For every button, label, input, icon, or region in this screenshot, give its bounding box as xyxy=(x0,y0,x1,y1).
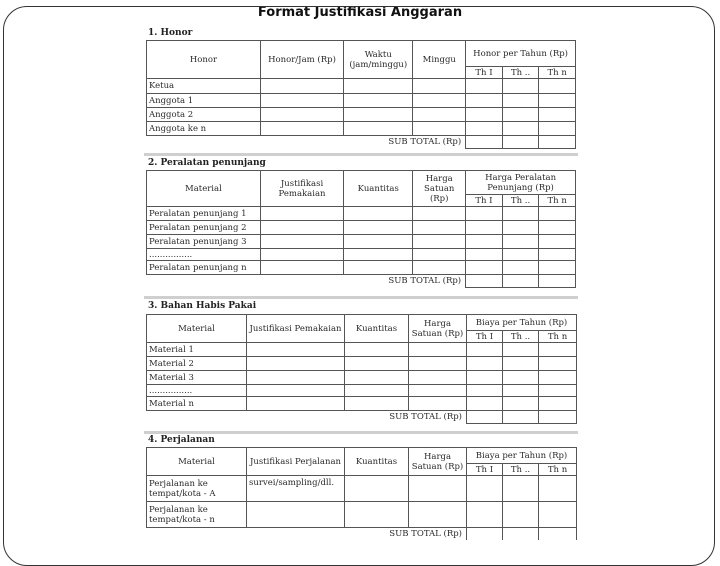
row-label: Perjalanan ke tempat/kota - A xyxy=(147,476,247,502)
col-header-minggu: Minggu xyxy=(413,41,466,79)
row-label: Material n xyxy=(147,397,247,411)
col-header-thn: Th n xyxy=(539,464,577,476)
table-row xyxy=(147,502,577,528)
col-header-justifikasi: Justifikasi Perjalanan xyxy=(247,448,345,476)
row-justifikasi xyxy=(247,502,345,528)
row-label: Material 1 xyxy=(147,343,247,357)
col-header-justifikasi: Justifikasi Pemakaian xyxy=(247,315,345,343)
table-row xyxy=(147,343,577,357)
row-label: Peralatan penunjang 1 xyxy=(147,207,261,221)
perjalanan-subtotal-label: SUB TOTAL (Rp) xyxy=(147,528,467,541)
row-label: Peralatan penunjang n xyxy=(147,261,261,275)
section-peralatan-heading: 2. Peralatan penunjang xyxy=(148,158,266,168)
col-header-harga-satuan: Harga Satuan (Rp) xyxy=(409,448,467,476)
col-header-th1: Th I xyxy=(467,331,503,343)
row-label: Ketua xyxy=(147,79,261,94)
peralatan-subtotal-label: SUB TOTAL (Rp) xyxy=(147,275,466,288)
table-row xyxy=(147,207,576,221)
col-header-harga-satuan: Harga Satuan (Rp) xyxy=(413,171,466,207)
col-header-kuantitas: Kuantitas xyxy=(345,315,409,343)
col-header-th2: Th .. xyxy=(503,464,539,476)
table-row xyxy=(147,357,577,371)
col-header-honor: Honor xyxy=(147,41,261,79)
table-row xyxy=(147,371,577,385)
section-perjalanan-heading: 4. Perjalanan xyxy=(148,435,215,445)
col-header-kuantitas: Kuantitas xyxy=(344,171,413,207)
col-header-thn: Th n xyxy=(539,67,576,79)
perjalanan-table xyxy=(146,447,577,540)
table-row xyxy=(147,249,576,261)
section-divider xyxy=(144,153,578,156)
col-header-honor-jam: Honor/Jam (Rp) xyxy=(260,41,343,79)
col-header-biaya-per-tahun: Biaya per Tahun (Rp) xyxy=(467,448,577,464)
bahan-subtotal-label: SUB TOTAL (Rp) xyxy=(147,411,467,424)
col-header-th1: Th I xyxy=(466,195,503,207)
col-header-waktu: Waktu (jam/minggu) xyxy=(344,41,413,79)
table-row xyxy=(147,397,577,411)
row-label: Peralatan penunjang 3 xyxy=(147,235,261,249)
bahan-table xyxy=(146,314,577,424)
col-header-thn: Th n xyxy=(539,331,577,343)
col-header-material: Material xyxy=(147,171,261,207)
table-row xyxy=(147,261,576,275)
row-justifikasi: survei/sampling/dll. xyxy=(247,476,345,502)
row-label: ................ xyxy=(147,249,261,261)
row-label: Anggota ke n xyxy=(147,122,261,136)
col-header-justifikasi: Justifikasi Pemakaian xyxy=(260,171,343,207)
row-label: Anggota 2 xyxy=(147,108,261,122)
section-divider xyxy=(144,431,578,434)
table-row xyxy=(147,94,576,108)
section-honor-heading: 1. Honor xyxy=(148,28,193,38)
row-label: Material 3 xyxy=(147,371,247,385)
row-label: Perjalanan ke tempat/kota - n xyxy=(147,502,247,528)
table-row xyxy=(147,476,577,502)
col-header-kuantitas: Kuantitas xyxy=(345,448,409,476)
col-header-harga-satuan: Harga Satuan (Rp) xyxy=(409,315,467,343)
section-bahan-heading: 3. Bahan Habis Pakai xyxy=(148,301,257,311)
col-header-th1: Th I xyxy=(467,464,503,476)
honor-subtotal-label: SUB TOTAL (Rp) xyxy=(147,136,466,149)
row-label: Material 2 xyxy=(147,357,247,371)
col-header-th2: Th .. xyxy=(503,331,539,343)
slide-title: Format Justifikasi Anggaran xyxy=(257,5,463,20)
table-row xyxy=(147,235,576,249)
row-label: Peralatan penunjang 2 xyxy=(147,221,261,235)
col-header-th2: Th .. xyxy=(502,195,539,207)
table-row xyxy=(147,122,576,136)
section-divider xyxy=(144,296,578,299)
col-header-honor-per-tahun: Honor per Tahun (Rp) xyxy=(466,41,576,67)
honor-table xyxy=(146,40,576,149)
col-header-biaya-per-tahun: Biaya per Tahun (Rp) xyxy=(467,315,577,331)
col-header-material: Material xyxy=(147,315,247,343)
table-row xyxy=(147,221,576,235)
col-header-th2: Th .. xyxy=(502,67,539,79)
table-row xyxy=(147,385,577,397)
col-header-harga-peralatan: Harga Peralatan Penunjang (Rp) xyxy=(466,171,576,195)
peralatan-table xyxy=(146,170,576,288)
row-label: Anggota 1 xyxy=(147,94,261,108)
col-header-thn: Th n xyxy=(539,195,576,207)
table-row xyxy=(147,79,576,94)
row-label: ................ xyxy=(147,385,247,397)
col-header-th1: Th I xyxy=(466,67,503,79)
budget-document xyxy=(144,24,578,540)
table-row xyxy=(147,108,576,122)
col-header-material: Material xyxy=(147,448,247,476)
